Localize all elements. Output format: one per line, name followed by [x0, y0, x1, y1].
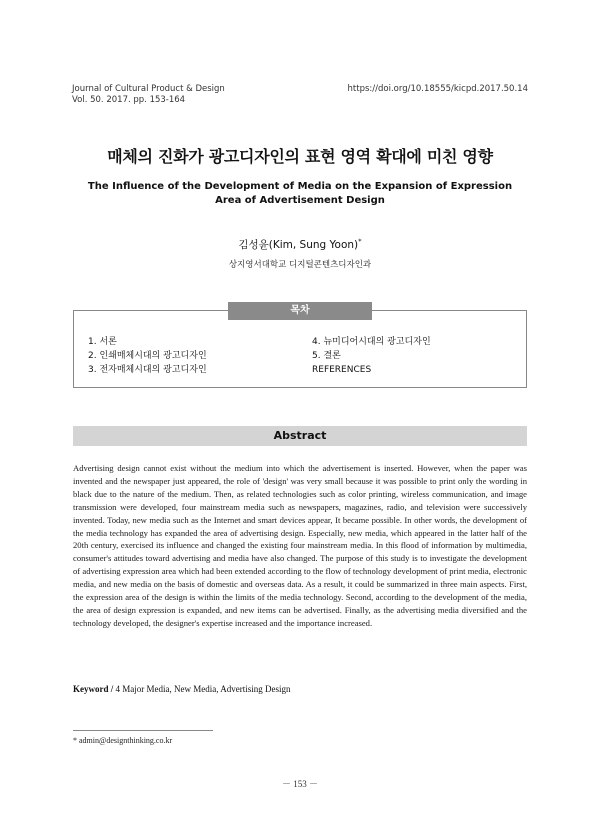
abstract-heading: Abstract	[73, 426, 527, 446]
footnote-divider	[73, 730, 213, 731]
toc-item: 2. 인쇄매체시대의 광고디자인	[88, 351, 207, 361]
author-footnote-mark: *	[358, 237, 362, 246]
toc-item: 3. 전자매체시대의 광고디자인	[88, 365, 207, 375]
author-name: 김성윤(Kim, Sung Yoon)	[238, 239, 359, 251]
toc-title: 목차	[228, 302, 372, 320]
toc-item: 5. 결론	[312, 351, 341, 361]
title-korean: 매체의 진화가 광고디자인의 표현 영역 확대에 미친 영향	[107, 147, 493, 166]
keyword-values: 4 Major Media, New Media, Advertising Design	[115, 684, 291, 694]
footnote-email: * admin@designthinking.co.kr	[73, 736, 173, 745]
keyword-line	[73, 684, 290, 694]
toc-item: 4. 뉴미디어시대의 광고디자인	[312, 337, 431, 347]
author-line	[0, 237, 600, 252]
journal-volume: Vol. 50. 2017. pp. 153-164	[72, 95, 186, 105]
author-affiliation: 상지영서대학교 디지털콘텐츠디자인과	[228, 260, 372, 270]
title-english: The Influence of the Development of Media on the Expansion of Expression Area of Advertisement Design	[87, 181, 513, 206]
abstract-body: Advertising design cannot exist without the medium into which the advertisement is inserted. However, when the paper was invented and the newspaper just appeared, the role of 'design' was very small because it was possible to print only the wording in black due to the nature of the medium. Then, as related technologies such as color printing, wireless communication, and image transmission were developed, four mainstream media such as newspapers, magazines, radio, and television were successively invented. Today, new media such as the Internet and smart devices appear, It became possible. In other words, the development of the media technology has expanded the area of advertising design. Especially, new media, which appeared in the latter half of the 20th century, exercised its influence and changed the existing four mainstream media. In this flood of information by multimedia, consumer's attitudes toward advertising and media have also changed. The purpose of this study is to investigate the development of advertising expression area which had been extended according to the flow of technology development of print media, electronic media, and new media on the basis of domestic and overseas data. As a result, it could be summarized in three main aspects. First, the expression area of the design is within the limits of the media technology. Second, according to the development of the media, the area of design expression is expanded, and new items can be advertised. Finally, as the advertising media diversified and the technology developed, the designer's expertise increased and the importance increased.	[73, 463, 527, 628]
toc-item: REFERENCES	[312, 365, 372, 375]
keyword-label: Keyword /	[73, 684, 114, 694]
toc-left-column	[88, 335, 207, 377]
doi-link[interactable]: https://doi.org/10.18555/kicpd.2017.50.14	[347, 84, 528, 94]
journal-name: Journal of Cultural Product & Design	[72, 84, 225, 94]
journal-header	[72, 84, 225, 106]
toc-item: 1. 서론	[88, 337, 117, 347]
toc-right-column	[312, 335, 431, 377]
page-number: － 153 －	[281, 779, 318, 789]
